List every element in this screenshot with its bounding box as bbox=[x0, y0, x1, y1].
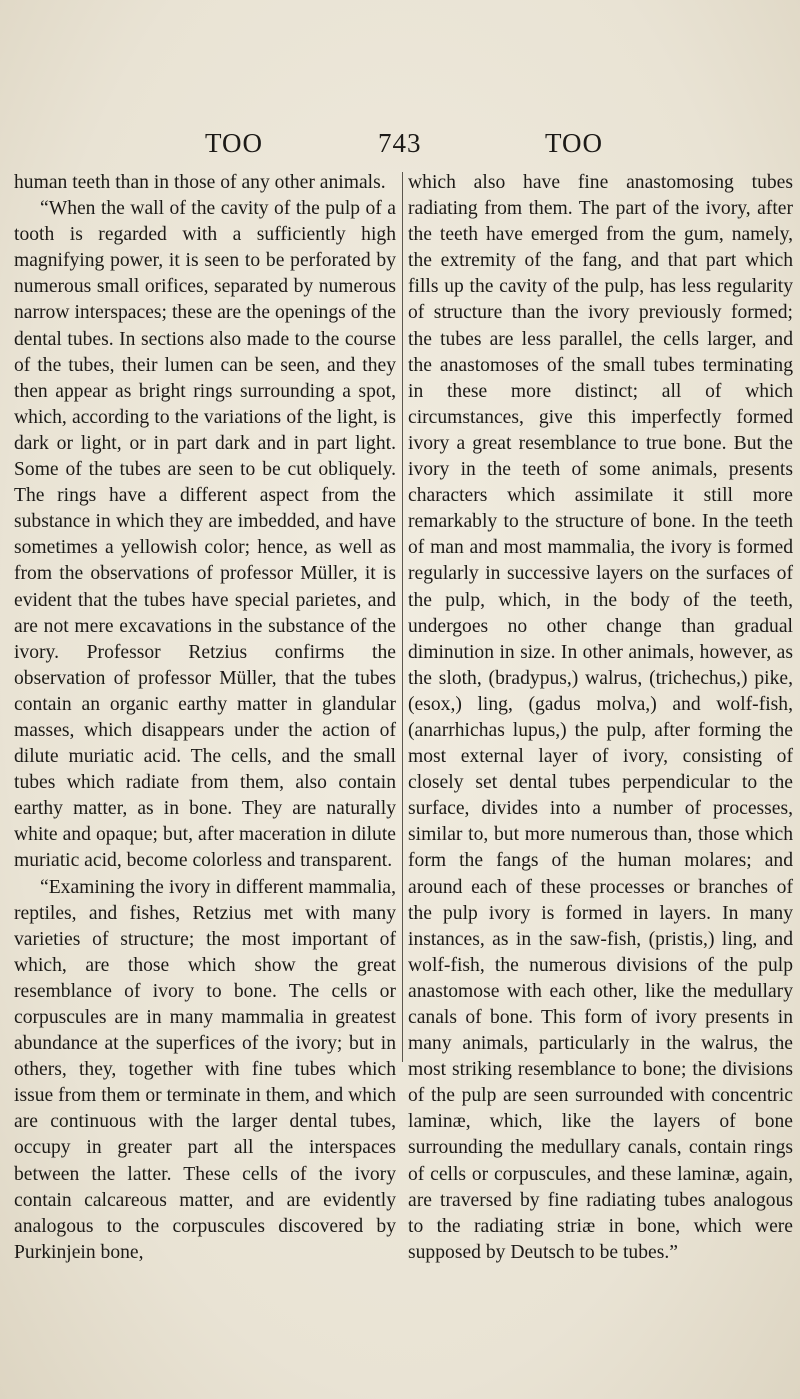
left-paragraph-3: “Examining the ivory in different mammalia, reptiles, and fishes, Retzius met with many varieties of structure; the most important of which, are those which show the great resemblance of ivory to bone. The cells or corpuscules are in many mammalia in greatest abundance at the superfices of the ivory; but in others, they, together with fine tubes which issue from them or terminate in them, and which are continuous with the larger dental tubes, occupy in greater part all the interspaces between the latter. These cells of the ivory contain calcareous matter, and are evidently analogous to the corpuscules discovered by Purkinjein bone, bbox=[14, 876, 396, 1263]
header-left-word: TOO bbox=[205, 128, 264, 158]
page-number: 743 bbox=[378, 128, 422, 158]
header-right-word: TOO bbox=[545, 128, 604, 158]
left-paragraph-1: human teeth than in those of any other animals. bbox=[14, 172, 386, 193]
right-paragraph-1: which also have fine anastomosing tubes radiating from them. The part of the ivory, after the teeth have emerged from the gum, namely, the extremity of the fang, and that part which fills up the cavity of the pulp, has less regularity of structure than the ivory previously formed; the tubes are less parallel, the cells larger, and the anastomoses of the small tubes terminating in these more distinct; all of which circumstances, give this imperfectly formed ivory a great resemblance to true bone. But the ivory in the teeth of some animals, presents characters which assimilate it still more remarkably to the structure of bone. In the teeth of man and most mammalia, the ivory is formed regularly in successive layers on the surfaces of the pulp, which, in the body of the teeth, undergoes no other change than gradual diminution in size. In other animals, however, as the sloth, (bradypus,) walrus, (trichechus,) pike, (esox,) ling, (gadus molva,) and wolf-fish, (anarrhichas lupus,) the pulp, after forming the most external layer of ivory, consisting of closely set dental tubes perpendicular to the surface, divides into a number of processes, similar to, but more numerous than, those which form the fangs of the human molares; and around each of these processes or branches of the pulp ivory is formed in layers. In many instances, as in the saw-fish, (pristis,) ling, and wolf-fish, the numerous divisions of the pulp anastomose with each other, like the medullary canals of bone. This form of ivory presents in many animals, particularly in the walrus, the most striking resemblance to bone; the divisions of the pulp are seen surrounded with concentric laminæ, which, like the layers of bone surrounding the medullary canals, contain rings of cells or corpuscules, and these laminæ, again, are traversed by fine radiating tubes analogous to the radiating striæ in bone, which were supposed by Deutsch to be tubes.” bbox=[408, 172, 793, 1263]
left-paragraph-2: “When the wall of the cavity of the pulp of a tooth is regarded with a sufficiently high magnifying power, it is seen to be perforated by numerous small orifices, separated by numerous narrow interspaces; these are the openings of the dental tubes. In sections also made to the course of the tubes, their lumen can be seen, and they then appear as bright rings surrounding a spot, which, according to the variations of the light, is dark or light, or in part dark and in part light. Some of the tubes are seen to be cut obliquely. The rings have a different aspect from the substance in which they are imbedded, and have sometimes a yellowish color; hence, as well as from the observations of professor Müller, it is evident that the tubes have special parietes, and are not mere excavations in the substance of the ivory. Professor Retzius confirms the observation of professor Müller, that the tubes contain an organic earthy matter in glandular masses, which disappears under the action of dilute muriatic acid. The cells, and the small tubes which radiate from them, also contain earthy matter, as in bone. They are naturally white and opaque; but, after maceration in dilute muriatic acid, become colorless and transparent. bbox=[14, 198, 396, 872]
left-column bbox=[14, 170, 396, 1266]
running-header bbox=[0, 128, 800, 168]
right-column bbox=[408, 170, 793, 1266]
column-divider bbox=[402, 172, 403, 1062]
